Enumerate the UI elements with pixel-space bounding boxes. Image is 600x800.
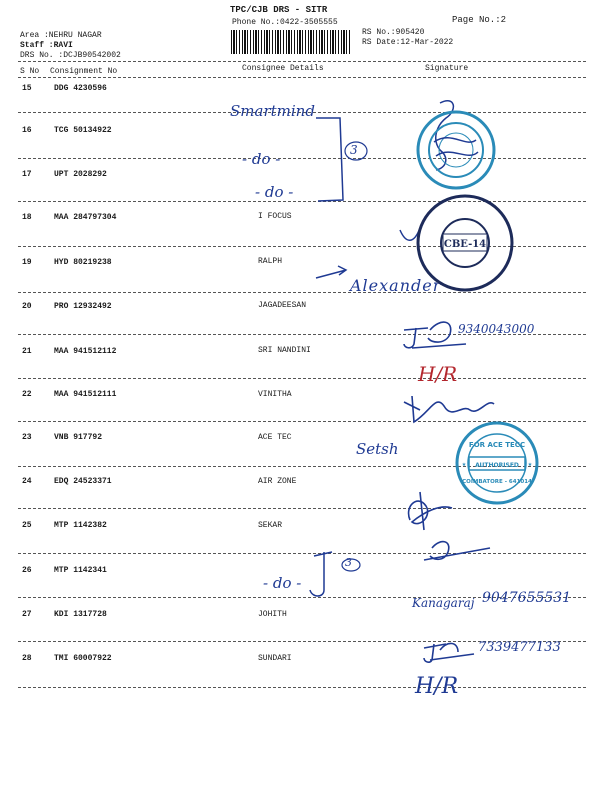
svg-text:★: ★ bbox=[461, 460, 467, 468]
row-consignment: MAA 941512111 bbox=[54, 390, 117, 399]
row-consignment: MTP 1142382 bbox=[54, 521, 107, 530]
row-consignment: VNB 917792 bbox=[54, 433, 103, 442]
row-consignment: MTP 1142341 bbox=[54, 566, 107, 575]
row-sno: 23 bbox=[22, 433, 32, 442]
col-signature-header: Signature bbox=[425, 64, 469, 73]
row-consignment: DDG 4230596 bbox=[54, 84, 107, 93]
row-consignment: TMI 60007922 bbox=[54, 654, 112, 663]
handwritten-circle bbox=[342, 559, 360, 571]
row-consignment: MAA 941512112 bbox=[54, 347, 117, 356]
drs-number: DRS No. :DCJB90542002 bbox=[20, 51, 121, 60]
handwritten-signature-mark bbox=[424, 542, 490, 560]
row-consignment: TCG 50134922 bbox=[54, 126, 112, 135]
row-sno: 17 bbox=[22, 170, 32, 179]
handwritten-phone: 9340043000 bbox=[458, 322, 535, 336]
row-consignment: KDI 1317728 bbox=[54, 610, 107, 619]
company-stamp bbox=[418, 112, 494, 188]
handwritten-ditto: - do - bbox=[263, 574, 302, 592]
handwritten-signature-mark bbox=[409, 492, 452, 530]
stamp-center-text: CBE-14 bbox=[443, 239, 487, 250]
handwritten-phone: 7339477133 bbox=[478, 640, 561, 655]
row-consignment: MAA 284797304 bbox=[54, 213, 117, 222]
row-consignee: I FOCUS bbox=[258, 212, 292, 221]
handwritten-signature-mark bbox=[404, 322, 466, 348]
handwritten-smartmind: Smartmind bbox=[230, 102, 315, 120]
row-consignment: EDQ 24523371 bbox=[54, 477, 112, 486]
handwritten-ditto: - do - bbox=[242, 150, 281, 168]
sheet-title: TPC/CJB DRS - SITR bbox=[230, 5, 328, 15]
rs-date: RS Date:12-Mar-2022 bbox=[362, 38, 454, 47]
row-consignee: SEKAR bbox=[258, 521, 283, 530]
handwritten-ditto: - do - bbox=[255, 183, 294, 201]
handwritten-count: 3 bbox=[350, 143, 358, 157]
row-consignee: JAGADEESAN bbox=[258, 301, 307, 310]
row-consignee: JOHITH bbox=[258, 610, 287, 619]
handwritten-signature-mark bbox=[404, 396, 494, 422]
row-sno: 28 bbox=[22, 654, 32, 663]
row-consignment: UPT 2028292 bbox=[54, 170, 107, 179]
handwritten-phone: 9047655531 bbox=[482, 590, 572, 606]
row-sno: 27 bbox=[22, 610, 32, 619]
handwritten-signature: Alexander bbox=[350, 276, 442, 295]
row-sno: 19 bbox=[22, 258, 32, 267]
col-consignee-header: Consignee Details bbox=[242, 64, 324, 73]
row-sno: 21 bbox=[22, 347, 32, 356]
row-sno: 26 bbox=[22, 566, 32, 575]
row-sno: 22 bbox=[22, 390, 32, 399]
handwritten-hold-return: H/R bbox=[418, 362, 458, 386]
handwritten-name: Kanagaraj bbox=[412, 596, 475, 610]
page-number: Page No.:2 bbox=[452, 15, 507, 25]
row-consignment: PRO 12932492 bbox=[54, 302, 112, 311]
area-label: Area :NEHRU NAGAR bbox=[20, 31, 102, 40]
row-sno: 20 bbox=[22, 302, 32, 311]
rs-number: RS No.:905420 bbox=[362, 28, 425, 37]
col-consignment-header: Consignment No bbox=[50, 67, 118, 76]
row-consignee: SUNDARI bbox=[258, 654, 292, 663]
handwritten-hold-return: H/R bbox=[415, 674, 459, 699]
handwritten-signature-mark bbox=[310, 552, 332, 596]
row-consignee: ACE TEC bbox=[258, 433, 292, 442]
row-sno: 18 bbox=[22, 213, 32, 222]
row-sno: 16 bbox=[22, 126, 32, 135]
col-sno-header: S No bbox=[20, 67, 40, 76]
stamp-center-text: AUTHORISED bbox=[475, 462, 519, 469]
arrow-icon bbox=[316, 266, 346, 278]
row-consignee: VINITHA bbox=[258, 390, 292, 399]
stamp-bottom-text: COIMBATORE - 641014 bbox=[462, 479, 532, 485]
svg-text:★: ★ bbox=[527, 460, 533, 468]
handwritten-count: 3 bbox=[345, 556, 352, 569]
company-stamp bbox=[418, 196, 512, 290]
row-consignee: RALPH bbox=[258, 257, 283, 266]
row-consignee: SRI NANDINI bbox=[258, 346, 311, 355]
handwritten-circle bbox=[345, 142, 367, 160]
row-sno: 15 bbox=[22, 84, 32, 93]
phone-number: Phone No.:0422-3505555 bbox=[232, 18, 338, 27]
handwritten-signature: Setsh bbox=[356, 440, 399, 458]
company-stamp bbox=[457, 423, 537, 503]
row-sno: 24 bbox=[22, 477, 32, 486]
stamp-top-text: FOR ACE TECC bbox=[468, 441, 526, 449]
handwritten-signature-mark bbox=[424, 643, 474, 662]
row-sno: 25 bbox=[22, 521, 32, 530]
handwritten-bracket bbox=[316, 118, 343, 201]
staff-label: Staff :RAVI bbox=[20, 41, 73, 50]
row-consignee: AIR ZONE bbox=[258, 477, 297, 486]
row-consignment: HYD 80219238 bbox=[54, 258, 112, 267]
